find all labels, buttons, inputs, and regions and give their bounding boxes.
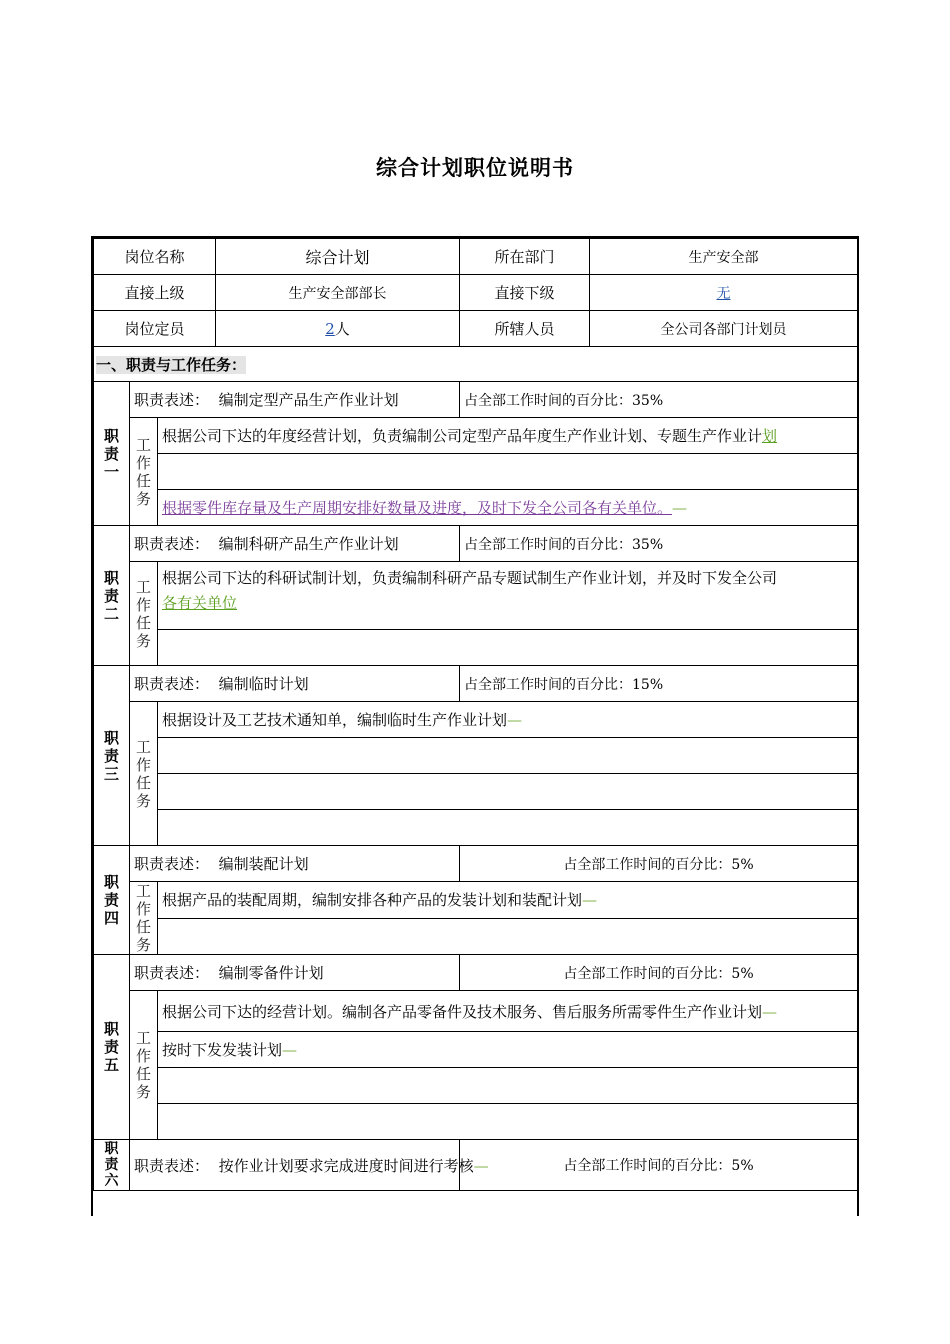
duty-5-percent: 占全部工作时间的百分比：5% [460,955,858,991]
headcount-label: 岗位定员 [94,311,216,347]
duty-2-task-1: 根据公司下达的科研试制计划，负责编制科研产品专题试制生产作业计划，并及时下发全公司 各有关单位 [158,562,858,630]
duty-2-label: 职责二 [94,526,130,666]
position-name-value: 综合计划 [216,239,460,275]
duty-1-percent: 占全部工作时间的百分比：35% [460,382,858,418]
position-name-label: 岗位名称 [94,239,216,275]
duty-1-tasks-label: 工作任务 [130,418,158,526]
duty-1-desc-row [94,382,858,418]
duty-3-percent: 占全部工作时间的百分比：15% [460,666,858,702]
duty-6-percent: 占全部工作时间的百分比：5% [460,1140,858,1191]
duty-6-label: 职责六 [94,1140,130,1191]
duty-5-desc: 职责表述： 编制零备件计划 [130,955,460,991]
duty-3-task-empty-3 [158,810,858,846]
duty-6-desc: 职责表述： 按作业计划要求完成进度时间进行考核— [130,1140,460,1191]
duty-5-task-empty-1 [158,1068,858,1104]
department-label: 所在部门 [460,239,590,275]
duty-3-label: 职责三 [94,666,130,846]
section-heading: 一、职责与工作任务： [94,347,858,382]
page-title: 综合计划职位说明书 [376,156,574,180]
duty-4-task-empty [158,918,858,955]
duty-5-task-2: 按时下发发装计划— [158,1032,858,1068]
duty-2-desc: 职责表述： 编制科研产品生产作业计划 [130,526,460,562]
duty-3-task-1: 根据设计及工艺技术通知单，编制临时生产作业计划— [158,702,858,738]
duty-1-task-empty [158,454,858,490]
duty-4-label: 职责四 [94,846,130,955]
job-description-table [91,236,859,1216]
duty-2-tasks-label: 工作任务 [130,562,158,666]
duty-1-label: 职责一 [94,382,130,526]
subordinate-label: 直接下级 [460,275,590,311]
duty-1-task-2: 根据零件库存量及生产周期安排好数量及进度，及时下发全公司各有关单位。— [158,490,858,526]
duty-4-task-1: 根据产品的装配周期，编制安排各种产品的发装计划和装配计划— [158,882,858,919]
duty-3-desc: 职责表述： 编制临时计划 [130,666,460,702]
duty-1-task-1: 根据公司下达的年度经营计划，负责编制公司定型产品年度生产作业计划、专题生产作业计划 [158,418,858,454]
superior-value: 生产安全部部长 [216,275,460,311]
header-row-2 [94,275,858,311]
duty-2-desc-row [94,526,858,562]
duty-3-tasks-label: 工作任务 [130,702,158,846]
header-row-3 [94,311,858,347]
subordinate-value[interactable]: 无 [716,285,731,302]
duty-2-percent: 占全部工作时间的百分比：35% [460,526,858,562]
duty-5-label: 职责五 [94,955,130,1140]
duty-4-tasks-label: 工作任务 [130,882,158,955]
staff-value: 全公司各部门计划员 [590,311,858,347]
duty-5-task-1: 根据公司下达的经营计划。编制各产品零备件及技术服务、售后服务所需零件生产作业计划— [158,991,858,1032]
superior-label: 直接上级 [94,275,216,311]
duty-3-desc-row [94,666,858,702]
duty-3-task-empty-1 [158,738,858,774]
department-value: 生产安全部 [590,239,858,275]
duty-5-desc-row [94,955,858,991]
duty-5-tasks-label: 工作任务 [130,991,158,1140]
headcount-unit: 人 [334,320,350,338]
duty-1-desc: 职责表述： 编制定型产品生产作业计划 [130,382,460,418]
staff-label: 所辖人员 [460,311,590,347]
header-row-1 [94,239,858,275]
duty-5-task-empty-2 [158,1104,858,1140]
duty-4-desc-row [94,846,858,882]
duty-4-desc: 职责表述： 编制装配计划 [130,846,460,882]
duty-2-task-empty [158,630,858,666]
duty-4-percent: 占全部工作时间的百分比：5% [460,846,858,882]
duty-6-desc-row [94,1140,858,1191]
duty-3-task-empty-2 [158,774,858,810]
headcount-number[interactable]: 2 [325,320,335,338]
